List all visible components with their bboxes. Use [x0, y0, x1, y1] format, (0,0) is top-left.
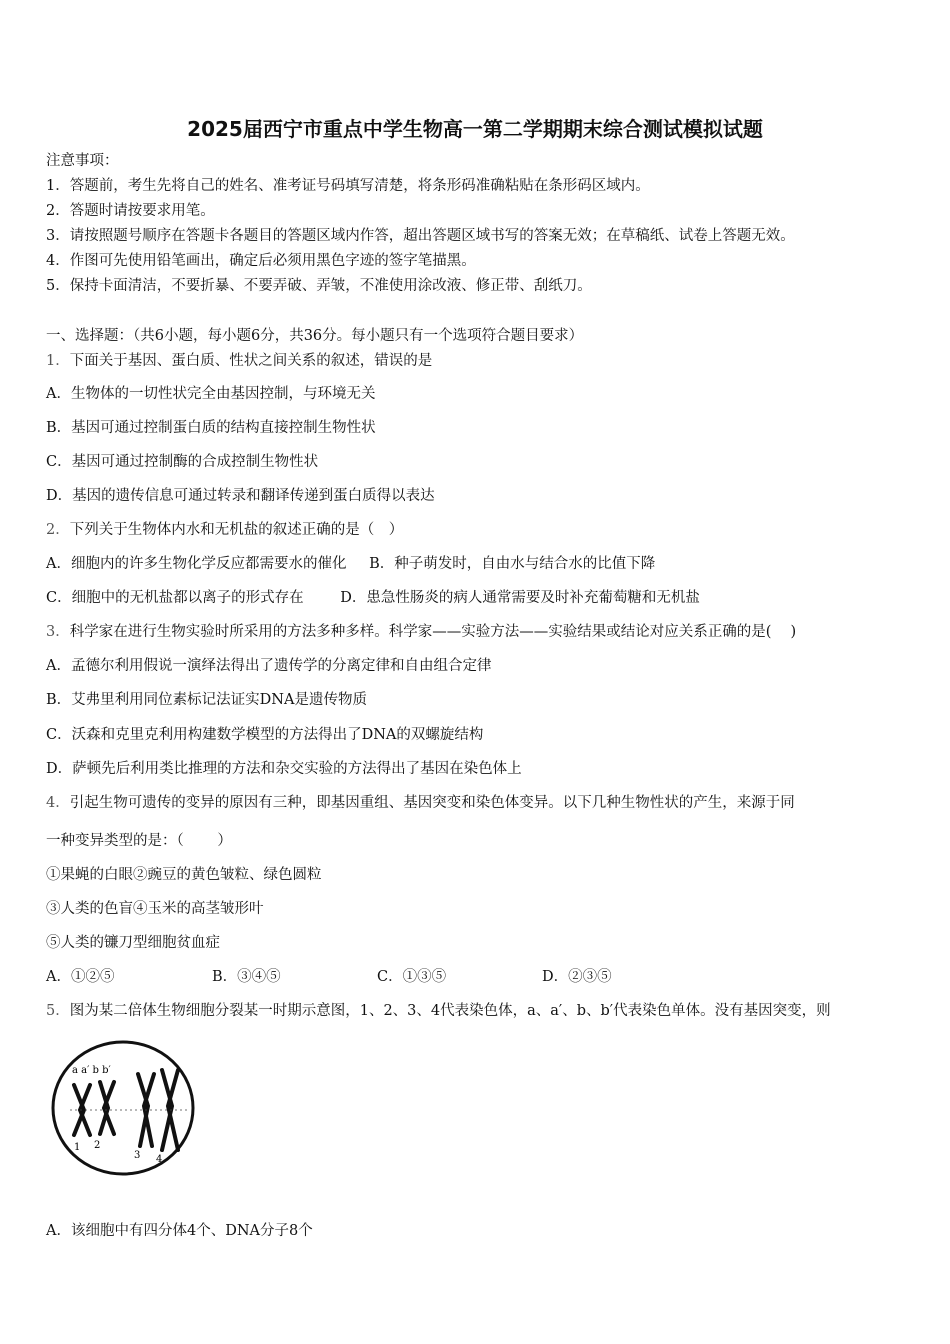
chromatid-labels: a a′ b b′ — [72, 1065, 111, 1076]
question-4-stem — [46, 793, 795, 813]
question-5-stem — [46, 1001, 831, 1021]
q3-option-c: C．沃森和克里克利用构建数学模型的方法得出了DNA的双螺旋结构 — [46, 727, 484, 743]
q1-option-c: C．基因可通过控制酶的合成控制生物性状 — [46, 454, 319, 470]
cell-division-figure — [50, 1040, 200, 1180]
q2-option-c: C．细胞中的无机盐都以离子的形式存在 — [46, 590, 304, 606]
q4-item-line-2: ③人类的色盲④玉米的高茎皱形叶 — [46, 901, 264, 917]
chromosome-label-4: 4 — [156, 1154, 163, 1165]
question-text: 引起生物可遗传的变异的原因有三种，即基因重组、基因突变和染色体变异。以下几种生物性状的产生，来源于同 — [69, 795, 795, 811]
question-2-stem — [46, 520, 403, 540]
q2-option-b: B．种子萌发时，自由水与结合水的比值下降 — [369, 556, 656, 572]
question-3-stem — [46, 622, 796, 642]
chromosome-label-2: 2 — [94, 1140, 101, 1151]
chromosome-pair-1-2 — [74, 1082, 114, 1135]
q2-option-a: A．细胞内的许多生物化学反应都需要水的催化 — [46, 556, 347, 572]
question-text: 下列关于生物体内水和无机盐的叙述正确的是（ ） — [69, 522, 404, 538]
q2-option-d: D．患急性肠炎的病人通常需要及时补充葡萄糖和无机盐 — [340, 590, 700, 606]
q3-option-d: D．萨顿先后利用类比推理的方法和杂交实验的方法得出了基因在染色体上 — [46, 761, 522, 777]
question-number: 4． — [46, 795, 70, 811]
question-text: 科学家在进行生物实验时所采用的方法多种多样。科学家——实验方法——实验结果或结论对应关系正确的是( ) — [69, 624, 797, 640]
question-number: 5． — [46, 1003, 70, 1019]
chromosome-label-1: 1 — [74, 1142, 81, 1153]
q1-option-b: B．基因可通过控制蛋白质的结构直接控制生物性状 — [46, 420, 376, 436]
question-number: 2． — [46, 522, 70, 538]
q4-item-line-1: ①果蝇的白眼②豌豆的黄色皱粒、绿色圆粒 — [46, 867, 322, 883]
q4-option-d: D．②③⑤ — [542, 969, 612, 985]
question-number: 1． — [46, 353, 70, 369]
notice-item-2: 2．答题时请按要求用笔。 — [46, 203, 215, 219]
q2-options-row-2 — [46, 588, 700, 608]
notice-item-1: 1．答题前，考生先将自己的姓名、准考证号码填写清楚，将条形码准确粘贴在条形码区域内。 — [46, 178, 650, 194]
section-heading: 一、选择题：（共6小题，每小题6分，共36分。每小题只有一个选项符合题目要求） — [46, 328, 584, 344]
notice-item-5: 5．保持卡面清洁，不要折暴、不要弄破、弄皱，不准使用涂改液、修正带、刮纸刀。 — [46, 278, 592, 294]
q3-option-a: A．孟德尔利用假说一演绎法得出了遗传学的分离定律和自由组合定律 — [46, 658, 492, 674]
q1-option-a: A．生物体的一切性状完全由基因控制，与环境无关 — [46, 386, 376, 402]
question-text: 下面关于基因、蛋白质、性状之间关系的叙述，错误的是 — [69, 353, 433, 369]
page-title: 2025届西宁市重点中学生物高一第二学期期末综合测试模拟试题 — [187, 117, 763, 141]
q4-option-a: A．①②⑤ — [46, 969, 115, 985]
chromosome-label-3: 3 — [134, 1150, 141, 1161]
q4-option-b: B．③④⑤ — [212, 969, 281, 985]
q4-option-c: C．①③⑤ — [377, 969, 447, 985]
notice-item-4: 4．作图可先使用铅笔画出，确定后必须用黑色字迹的签字笔描黑。 — [46, 253, 476, 269]
q1-option-d: D．基因的遗传信息可通过转录和翻译传递到蛋白质得以表达 — [46, 488, 435, 504]
q3-option-b: B．艾弗里利用同位素标记法证实DNA是遗传物质 — [46, 692, 367, 708]
question-1-stem — [46, 351, 432, 371]
question-number: 3． — [46, 624, 70, 640]
question-4-stem-cont: 一种变异类型的是：（ ） — [46, 833, 232, 849]
q4-item-line-3: ⑤人类的镰刀型细胞贫血症 — [46, 935, 220, 951]
question-text: 图为某二倍体生物细胞分裂某一时期示意图，1、2、3、4代表染色体，a、a′、b、b′代表染色单体。没有基因突变，则 — [69, 1003, 831, 1019]
notice-item-3: 3．请按照题号顺序在答题卡各题目的答题区域内作答，超出答题区域书写的答案无效；在草稿纸、试卷上答题无效。 — [46, 228, 795, 244]
q5-option-a: A．该细胞中有四分体4个、DNA分子8个 — [46, 1223, 313, 1239]
q2-options-row-1 — [46, 554, 655, 574]
notice-heading: 注意事项： — [46, 153, 119, 169]
